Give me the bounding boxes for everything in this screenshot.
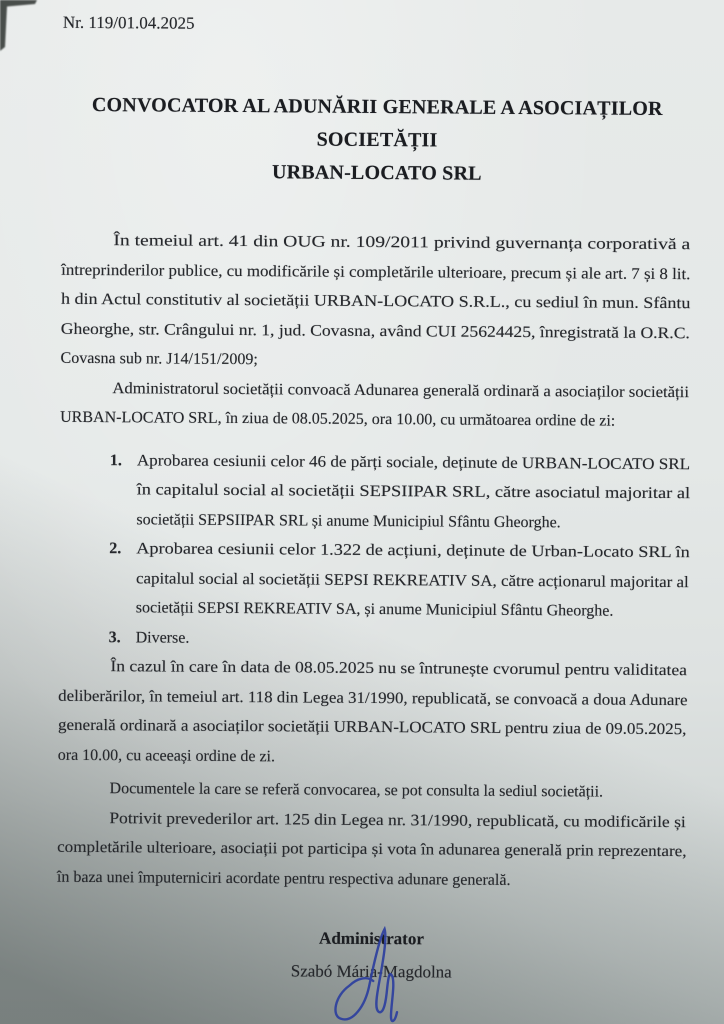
document-title-line2: URBAN-LOCATO SRL	[271, 161, 482, 185]
text-line: societății SEPSI REKREATIV SA, și anume Municipiul Sfântu Gheorghe.	[135, 599, 614, 620]
text-line: Administratorul societății convoacă Adunarea generală ordinară a asociaților societății	[112, 379, 690, 401]
signer-role: Administrator	[319, 928, 424, 949]
text-line: h din Actul constitutiv al societății URBAN-LOCATO S.R.L., cu sediul în mun. Sfântu	[60, 290, 691, 313]
text-line: URBAN-LOCATO SRL, în ziua de 08.05.2025, ora 10.00, cu următoarea ordine de zi:	[60, 408, 616, 430]
text-line: Potrivit prevederilor art. 125 din Legea nr. 31/1990, republicată, cu modificările și	[109, 809, 686, 831]
paragraph-documents	[57, 774, 687, 808]
paragraph-representation	[57, 803, 688, 896]
document-body	[56, 226, 691, 989]
agenda-item-2	[59, 534, 690, 627]
text-line: completările ulterioare, asociații pot participa și vota în adunarea generală prin reprezentare,	[57, 838, 687, 861]
agenda-item-number: 3.	[108, 628, 121, 646]
agenda-list	[59, 445, 690, 656]
text-line: generală ordinară a asociaților societății URBAN-LOCATO SRL pentru ziua de 09.05.2025,	[57, 716, 687, 739]
paragraph-second-meeting	[58, 652, 689, 774]
text-line: în baza unei împuterniciri acordate pentru respectiva adunare generală.	[56, 868, 511, 889]
text-line: deliberărilor, în temeiul art. 118 din Legea 31/1990, republicată, se convoacă a doua Adunare	[58, 687, 688, 709]
text-line: Documentele la care se referă convocarea, se pot consulta la sediul societății.	[109, 780, 604, 801]
agenda-item-text	[136, 534, 690, 626]
text-line: întreprinderilor publice, cu modificările și completările ulterioare, precum și ale art. 7 și 8 lit.	[61, 261, 691, 283]
photo-corner-shadow	[0, 0, 46, 58]
text-line: Diverse.	[135, 628, 190, 647]
signer-name: Szabó Mária-Magdolna	[290, 961, 452, 982]
text-line: În cazul în care în data de 08.05.2025 nu se întrunește cvorumul pentru validitatea	[110, 658, 688, 680]
paragraph-convocation	[60, 373, 690, 436]
text-line: În temeiul art. 41 din OUG nr. 109/2011 privind guvernanța corporativă a	[113, 232, 691, 254]
agenda-item-number: 1.	[109, 451, 122, 469]
document-title-line1: CONVOCATOR AL ADUNĂRII GENERALE A ASOCIAȚILOR SOCIETĂȚII	[91, 94, 663, 152]
agenda-item-text	[136, 446, 690, 538]
text-line: Covasna sub nr. J14/151/2009;	[60, 349, 258, 369]
agenda-item-number: 2.	[109, 540, 122, 558]
text-line: Aprobarea cesiunii celor 46 de părți sociale, deținute de URBAN-LOCATO SRL	[136, 451, 691, 473]
text-line: Gheorghe, str. Crângului nr. 1, jud. Covasna, având CUI 25624425, înregistrată la O.R.C.	[60, 320, 690, 342]
text-line: capitalul social al societății SEPSI REKREATIV SA, către acționarul majoritar al	[135, 569, 689, 591]
paragraph-legal-basis	[60, 226, 691, 378]
signature-block	[56, 922, 686, 989]
document-title	[62, 89, 693, 192]
agenda-item-1	[59, 445, 690, 538]
text-line: societății SEPSIIPAR SRL și anume Municipiul Sfântu Gheorghe.	[136, 510, 561, 531]
text-line: ora 10.00, cu aceeași ordine de zi.	[57, 746, 276, 765]
document-content	[56, 8, 693, 989]
agenda-item-3	[59, 622, 689, 656]
text-line: în capitalul social al societății SEPSIIPAR SRL, către asociatul majoritar al	[136, 481, 691, 503]
reference-number: Nr. 119/01.04.2025	[62, 12, 195, 33]
text-line: Aprobarea cesiunii celor 1.322 de acțiuni, deținute de Urban-Locato SRL în	[136, 540, 690, 562]
agenda-item-text	[136, 623, 689, 656]
